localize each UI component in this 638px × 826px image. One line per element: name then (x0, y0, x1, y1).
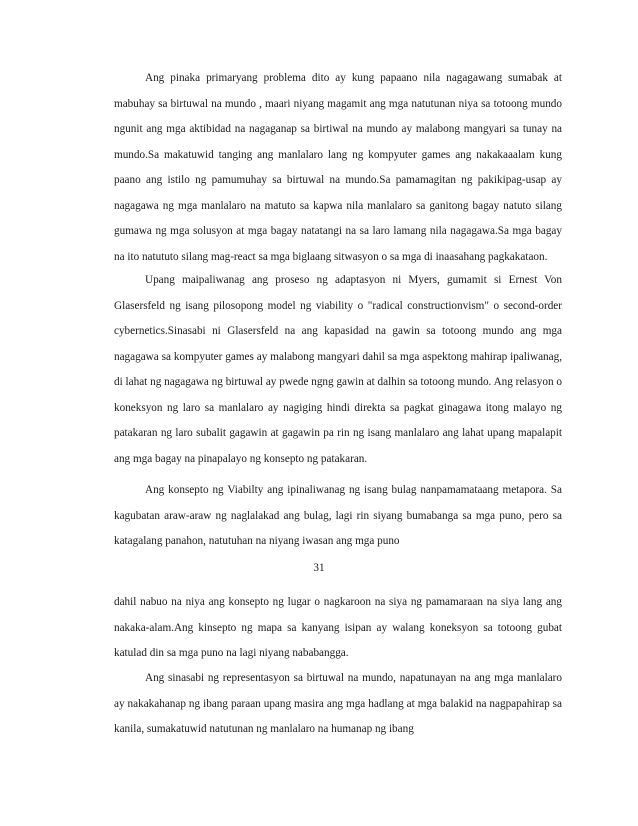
paragraph-3: Ang konsepto ng Viabilty ang ipinaliwanag ng isang bulag nanpamamataang metapora. Sa kagubatan araw-araw ng naglalakad ang bulag, lagi rin siyang bumabanga sa mga puno, pero sa katagalang panahon, natutuhan na niyang iwasan ang mga puno (114, 484, 562, 547)
paragraph-1: Ang pinaka primaryang problema dito ay kung papaano nila nagagawang sumabak at mabuhay sa birtuwal na mundo , maari niyang magamit ang mga natutunan niya sa totoong mundo ngunit ang mga aktibidad na nagaganap sa birtiwal na mundo ay malabong mangyari sa tunay na mundo.Sa makatuwid tanging ang manlalaro lang ng kompyuter games ang nakakaaalam kung paano ang istilo ng pamumuhay sa birtuwal na mundo.Sa pamamagitan ng pakikipag-usap ay nagagawa ng mga manlalaro na matuto sa kapwa nila manlalaro sa ganitong bagay natuto silang gumawa ng mga solusyon at mga bagay natatangi na sa laro lamang nila nagagawa.Sa mga bagay na ito natututo silang mag-react sa mga biglaang sitwasyon o sa mga di inaasahang pagkakataon. (114, 72, 562, 263)
paragraph-4: dahil nabuo na niya ang konsepto ng lugar o nagkaroon na siya ng pamamaraan na siya lang ang nakaka-alam.Ang kinsepto ng mapa sa kanyang isipan ay walang koneksyon sa totoong gubat katulad din sa mga puno na lagi niyang nababangga. (114, 596, 562, 659)
page-number: 31 (313, 562, 325, 574)
paragraph-5: Ang sinasabi ng representasyon sa birtuwal na mundo, napatunayan na ang mga manlalaro ay nakakahanap ng ibang paraan upang masira ang mga hadlang at mga balakid na nagpapahirap sa kanila, sumakatuwid natutunan ng manlalaro na humanap ng ibang (114, 672, 562, 735)
paragraph-2: Upang maipaliwanag ang proseso ng adaptasyon ni Myers, gumamit si Ernest Von Glasersfeld ng isang pilosopong model ng viability o "radical constructionvism" o second-order cybernetics.Sinasabi ni Glasersfeld na ang kapasidad na gawin sa totoong mundo ang mga nagagawa sa kompyuter games ay malabong mangyari dahil sa mga aspektong mahirap ipaliwanag, di lahat ng nagagawa ng birtuwal ay pwede ngng gawin at dalhin sa totoong mundo. Ang relasyon o koneksyon ng laro sa manlalaro ay nagiging hindi direkta sa pagkat ginagawa itong malayo ng patakaran ng laro subalit gagawin at gagawin pa rin ng isang manlalaro ang lahat upang mapalapit ang mga bagay na pinapalayo ng konsepto ng patakaran. (114, 274, 562, 465)
